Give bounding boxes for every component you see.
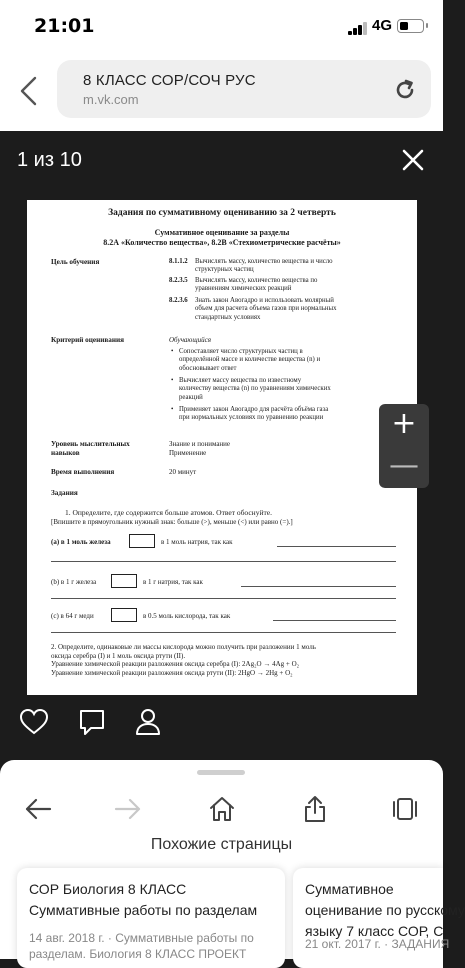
tasks-label: Задания xyxy=(51,489,78,497)
question-a: (а) в 1 моль железа в 1 моль натрия, так как xyxy=(51,534,396,550)
time-label: Время выполнения xyxy=(51,468,115,476)
card-meta: 14 авг. 2018 г. · Суммативные работы по разделам. Биология 8 КЛАСС ПРОЕКТ xyxy=(29,931,254,961)
address-bar[interactable] xyxy=(57,60,431,118)
tabs-icon[interactable] xyxy=(391,796,419,822)
learner-label: Обучающийся xyxy=(169,336,212,344)
back-arrow-icon[interactable] xyxy=(24,796,52,822)
heart-icon[interactable] xyxy=(19,707,49,737)
question-c: (c) в 64 г меди в 0.5 моль кислорода, так как xyxy=(51,608,396,624)
task-2: 2. Определите, одинаковые ли массы кислорода можно получить при разложении 1 моль оксида серебра (I) и 1 моль оксида ртути (II). Уравнение химической реакции разложения оксида серебра (I): 2Ag₂O → 4Ag + O₂ Уравнение химической реакции разложения оксида ртути (II): 2HgO → 2Hg + O₂ xyxy=(51,643,316,677)
goal-label: Цель обучения xyxy=(51,258,100,266)
question-b: (b) в 1 г железа в 1 г натрия, так как xyxy=(51,574,396,590)
answer-line xyxy=(51,632,396,633)
viewer-header xyxy=(0,131,443,191)
tag-person-icon[interactable] xyxy=(133,707,163,737)
page-url: m.vk.com xyxy=(83,92,139,107)
sheet-handle[interactable] xyxy=(197,770,245,775)
answer-line xyxy=(51,598,396,599)
page-counter: 1 из 10 xyxy=(17,149,82,171)
zoom-out-button[interactable]: — xyxy=(389,448,419,483)
photo-viewer xyxy=(0,131,443,766)
share-icon[interactable] xyxy=(301,796,329,822)
answer-line xyxy=(51,561,396,562)
objective: 8.1.1.2 Вычислять массу, количество вещества и число структурных частиц xyxy=(169,258,333,274)
close-icon[interactable] xyxy=(402,149,424,171)
task-1: 1. Определите, где содержится больше атомов. Ответ обоснуйте. xyxy=(65,508,272,517)
criterion: • Сопоставляет число структурных частиц в определённой массе и количестве вещества (n) и обосновывает ответ xyxy=(179,348,395,373)
card-title: СОР Биология 8 КЛАСС Суммативные работы по разделам xyxy=(29,881,258,918)
home-icon[interactable] xyxy=(208,796,236,822)
card-meta: 21 окт. 2017 г. · ЗАДАНИЯ xyxy=(305,937,450,951)
similar-page-card[interactable] xyxy=(17,868,285,968)
doc-subtitle: Суммативное оценивание за разделы xyxy=(154,228,290,237)
objective: 8.2.3.6 Знать закон Авогадро и использовать молярный объем для расчета объема газов при нормальных стандартных условиях xyxy=(169,297,337,321)
reload-icon[interactable] xyxy=(393,78,417,102)
task-1-hint: [Впишите в прямоугольник нужный знак: больше (>), меньше (<) или равно (=).] xyxy=(51,518,293,526)
battery-icon xyxy=(397,19,424,33)
status-bar xyxy=(0,0,443,54)
signal-icon xyxy=(348,22,368,35)
answer-box xyxy=(129,534,155,548)
answer-box xyxy=(111,608,137,622)
criterion: • Вычисляет массу вещества по известному количеству вещества (n) по уравнениям химических реакций xyxy=(179,377,395,402)
viewer-actions xyxy=(0,707,443,767)
similar-pages-title: Похожие страницы xyxy=(150,836,293,853)
network-type: 4G xyxy=(372,17,393,34)
answer-box xyxy=(111,574,137,588)
similar-page-card[interactable] xyxy=(293,868,465,968)
level-label: Уровень мыслительных навыков xyxy=(51,440,130,457)
doc-subtitle-sections: 8.2А «Количество вещества», 8.2В «Стехиометрические расчёты» xyxy=(103,238,341,247)
zoom-control xyxy=(379,404,429,488)
page-title: 8 КЛАСС СОР/СОЧ РУС xyxy=(83,72,256,89)
doc-title: Задания по суммативному оцениванию за 2 четверть xyxy=(108,208,336,218)
criterion: • Применяет закон Авогадро для расчёта объёма газа при нормальных условиях по уравнению реакции xyxy=(179,406,395,423)
zoom-in-button[interactable]: + xyxy=(391,406,417,441)
browser-toolbar xyxy=(0,54,443,131)
level-value: Знание и понимание Применение xyxy=(169,440,231,457)
browser-bottom-sheet xyxy=(0,760,465,961)
criteria-label: Критерий оценивания xyxy=(51,336,125,344)
document-image xyxy=(27,200,417,695)
status-time: 21:01 xyxy=(34,15,95,37)
card-title: Суммативное оценивание по русскому языку 7 класс СОР, С xyxy=(305,881,465,939)
comment-icon[interactable] xyxy=(77,707,107,737)
objective: 8.2.3.5 Вычислять массу, количество вещества по уравнениям химических реакций xyxy=(169,277,318,293)
forward-arrow-icon[interactable] xyxy=(114,796,142,822)
time-value: 20 минут xyxy=(169,468,197,476)
back-chevron-icon[interactable] xyxy=(14,74,44,108)
